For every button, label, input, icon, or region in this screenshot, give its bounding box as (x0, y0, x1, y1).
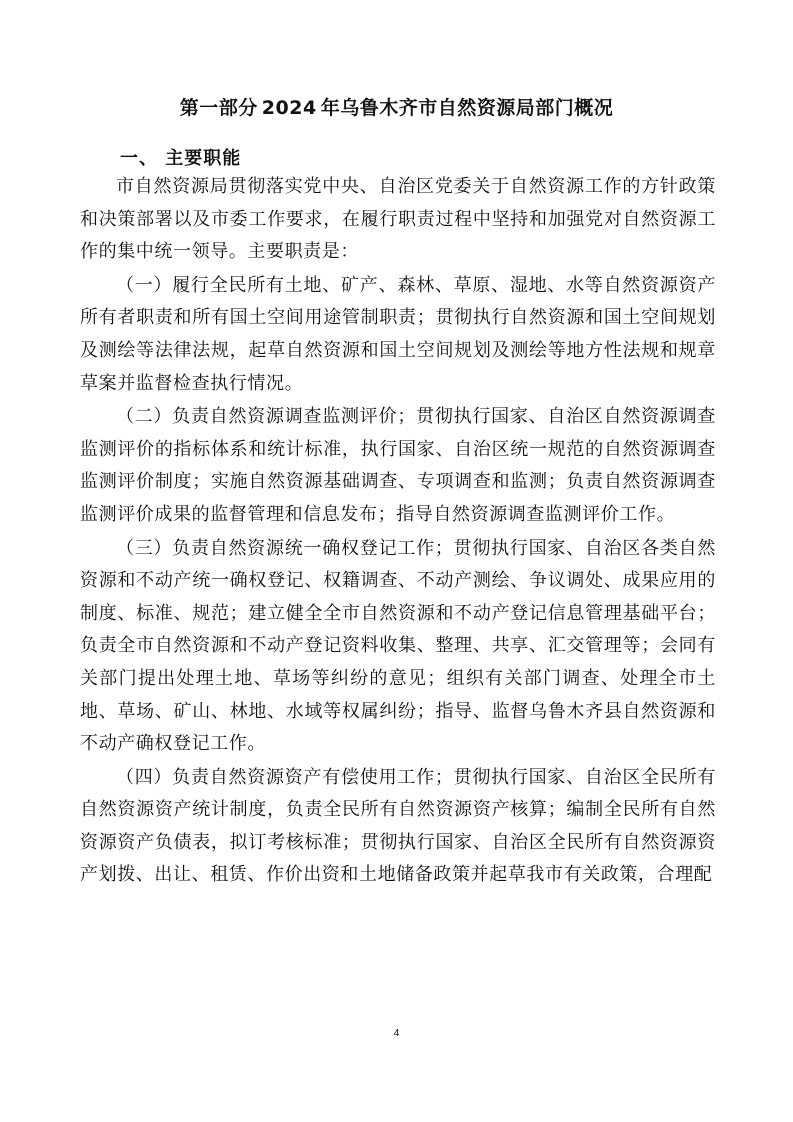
paragraph-intro: 市自然资源局贯彻落实党中央、自治区党委关于自然资源工作的方针政策和决策部署以及市委工作要求，在履行职责过程中坚持和加强党对自然资源工作的集中统一领导。主要职责是： (80, 176, 716, 262)
title-suffix: 年乌鲁木齐市自然资源局部门概况 (320, 97, 614, 119)
paragraph-duty-2: （二）负责自然资源调查监测评价；贯彻执行国家、自治区自然资源调查监测评价的指标体系和统计标准，执行国家、自治区统一规范的自然资源调查监测评价制度；实施自然资源基础调查、专项调查和监测；负责自然资源调查监测评价成果的监督管理和信息发布；指导自然资源调查监测评价工作。 (80, 406, 716, 524)
paragraph-duty-4: （四）负责自然资源资产有偿使用工作；贯彻执行国家、自治区全民所有自然资源资产统计制度，负责全民所有自然资源资产核算；编制全民所有自然资源资产负债表，拟订考核标准；贯彻执行国家、自治区全民所有自然资源资产划拨、出让、租赁、作价出资和土地储备政策并起草我市有关政策，合理配 (80, 766, 716, 885)
page-number: 4 (393, 1028, 400, 1039)
document-title (0, 96, 793, 120)
paragraph-duty-3: （三）负责自然资源统一确权登记工作；贯彻执行国家、自治区各类自然资源和不动产统一确权登记、权籍调查、不动产测绘、争议调处、成果应用的制度、标准、规范；建立健全全市自然资源和不动产登记信息管理基础平台；负责全市自然资源和不动产登记资料收集、整理、共享、汇交管理等；会同有关部门提出处理土地、草场等纠纷的意见；组织有关部门调查、处理全市土地、草场、矿山、林地、水域等权属纠纷；指导、监督乌鲁木齐县自然资源和不动产确权登记工作。 (80, 537, 716, 754)
body-text (80, 170, 716, 891)
title-year: 2024 (261, 97, 317, 119)
section-heading: 一、 主要职能 (120, 148, 242, 169)
title-prefix: 第一部分 (179, 97, 258, 119)
paragraph-duty-1: （一）履行全民所有土地、矿产、森林、草原、湿地、水等自然资源资产所有者职责和所有国土空间用途管制职责；贯彻执行自然资源和国土空间规划及测绘等法律法规，起草自然资源和国土空间规划及测绘等地方性法规和规章草案并监督检查执行情况。 (80, 274, 716, 393)
